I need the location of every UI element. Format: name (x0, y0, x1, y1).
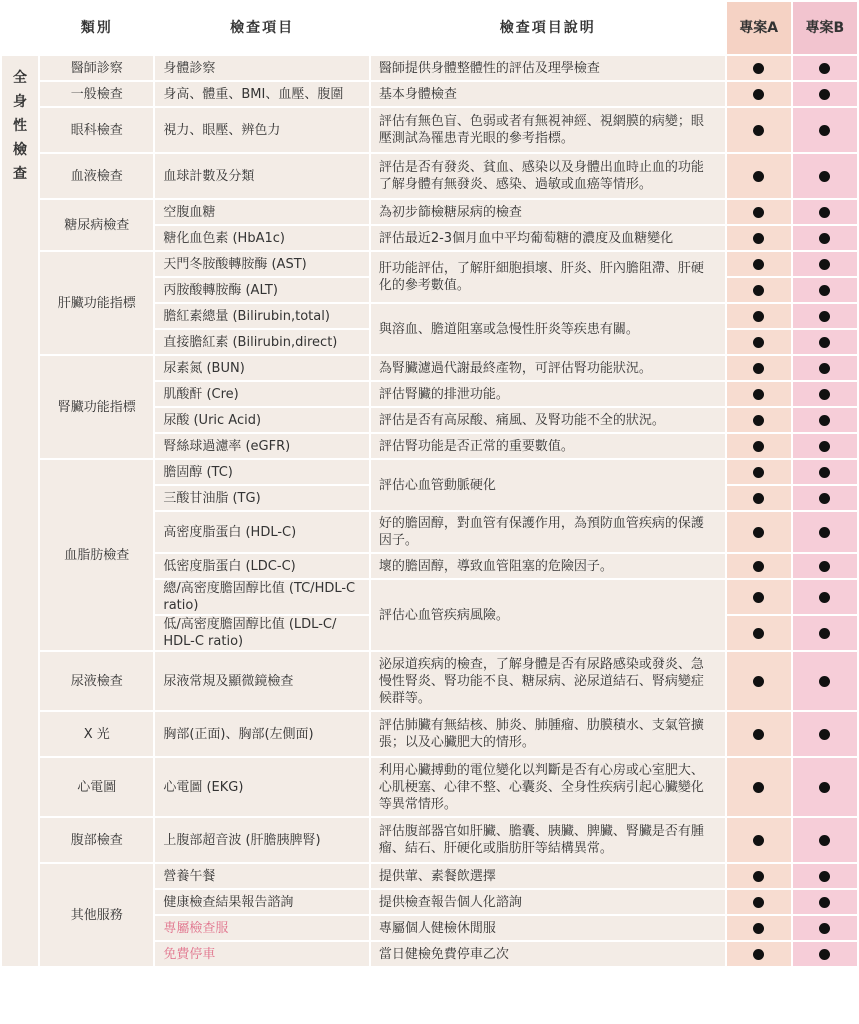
check-dot-icon (819, 729, 830, 740)
check-dot-icon (819, 897, 830, 908)
item-cell: 直接膽紅素 (Bilirubin,direct) (155, 330, 369, 354)
plan-a-check (727, 890, 791, 914)
check-dot-icon (753, 729, 764, 740)
check-dot-icon (753, 561, 764, 572)
item-cell: 低密度脂蛋白 (LDC-C) (155, 554, 369, 578)
description-cell: 當日健檢免費停車乙次 (371, 942, 725, 966)
table-row (2, 56, 857, 80)
plan-b-check (793, 652, 857, 710)
item-cell: 健康檢查結果報告諮詢 (155, 890, 369, 914)
description-cell: 利用心臟搏動的電位變化以判斷是否有心房或心室肥大、心肌梗塞、心律不整、心囊炎、全身性疾病引起心臟變化等異常情形。 (371, 758, 725, 816)
category-cell: 腎臟功能指標 (40, 356, 153, 458)
item-cell: 總/高密度膽固醇比值 (TC/HDL-C ratio) (155, 580, 369, 614)
description-cell: 評估最近2-3個月血中平均葡萄糖的濃度及血糖變化 (371, 226, 725, 250)
plan-a-check (727, 330, 791, 354)
check-dot-icon (819, 527, 830, 538)
description-cell: 評估有無色盲、色弱或者有無視神經、視網膜的病變；眼壓測試為罹患青光眼的參考指標。 (371, 108, 725, 152)
check-dot-icon (819, 415, 830, 426)
check-dot-icon (753, 363, 764, 374)
check-dot-icon (753, 389, 764, 400)
side-label-full-body-check: 全 身 性 檢 查 (2, 56, 38, 966)
category-cell: 尿液檢查 (40, 652, 153, 710)
plan-a-check (727, 200, 791, 224)
plan-a-check (727, 252, 791, 276)
check-dot-icon (819, 363, 830, 374)
plan-a-check (727, 616, 791, 650)
description-cell: 評估是否有發炎、貧血、感染以及身體出血時止血的功能了解身體有無發炎、感染、過敏或血癌等情形。 (371, 154, 725, 198)
plan-a-check (727, 56, 791, 80)
plan-b-check (793, 554, 857, 578)
check-dot-icon (819, 259, 830, 270)
plan-b-check (793, 382, 857, 406)
check-dot-icon (819, 923, 830, 934)
check-dot-icon (819, 871, 830, 882)
check-dot-icon (753, 125, 764, 136)
plan-b-check (793, 304, 857, 328)
check-dot-icon (753, 63, 764, 74)
check-dot-icon (819, 835, 830, 846)
check-dot-icon (753, 527, 764, 538)
category-cell: 心電圖 (40, 758, 153, 816)
category-cell: 血液檢查 (40, 154, 153, 198)
header-category: 類別 (40, 2, 153, 54)
item-cell: 三酸甘油脂 (TG) (155, 486, 369, 510)
plan-b-check (793, 758, 857, 816)
plan-b-check (793, 56, 857, 80)
check-dot-icon (819, 125, 830, 136)
plan-b-check (793, 154, 857, 198)
description-cell: 評估腎臟的排泄功能。 (371, 382, 725, 406)
check-dot-icon (819, 467, 830, 478)
plan-b-check (793, 200, 857, 224)
check-dot-icon (753, 311, 764, 322)
description-cell: 肝功能評估，了解肝細胞損壞、肝炎、肝內膽阻滯、肝硬化的參考數值。 (371, 252, 725, 302)
item-cell: 膽紅素總量 (Bilirubin,total) (155, 304, 369, 328)
table-row (2, 356, 857, 380)
plan-a-check (727, 108, 791, 152)
table-row (2, 154, 857, 198)
check-dot-icon (819, 628, 830, 639)
category-cell: 血脂肪檢查 (40, 460, 153, 650)
plan-a-check (727, 82, 791, 106)
description-cell: 專屬個人健檢休閒服 (371, 916, 725, 940)
table-row (2, 82, 857, 106)
plan-a-check (727, 460, 791, 484)
plan-b-check (793, 890, 857, 914)
check-dot-icon (819, 311, 830, 322)
check-dot-icon (753, 923, 764, 934)
item-cell-highlight: 免費停車 (155, 942, 369, 966)
item-cell: 身高、體重、BMI、血壓、腹圍 (155, 82, 369, 106)
description-cell: 醫師提供身體整體性的評估及理學檢查 (371, 56, 725, 80)
plan-b-check (793, 278, 857, 302)
check-dot-icon (819, 592, 830, 603)
header-description: 檢查項目說明 (371, 2, 725, 54)
plan-b-check (793, 942, 857, 966)
description-cell: 評估心血管動脈硬化 (371, 460, 725, 510)
plan-b-check (793, 712, 857, 756)
category-cell: 眼科檢查 (40, 108, 153, 152)
plan-a-check (727, 382, 791, 406)
plan-a-check (727, 408, 791, 432)
item-cell: 尿酸 (Uric Acid) (155, 408, 369, 432)
plan-b-check (793, 616, 857, 650)
category-cell: 其他服務 (40, 864, 153, 966)
check-dot-icon (753, 835, 764, 846)
item-cell: 空腹血糖 (155, 200, 369, 224)
item-cell: 膽固醇 (TC) (155, 460, 369, 484)
plan-a-check (727, 942, 791, 966)
item-cell: 胸部(正面)、胸部(左側面) (155, 712, 369, 756)
check-dot-icon (819, 233, 830, 244)
item-cell: 腎絲球過濾率 (eGFR) (155, 434, 369, 458)
plan-b-check (793, 512, 857, 552)
plan-b-check (793, 226, 857, 250)
check-dot-icon (753, 871, 764, 882)
description-cell: 基本身體檢查 (371, 82, 725, 106)
check-dot-icon (753, 259, 764, 270)
description-cell: 與溶血、膽道阻塞或急慢性肝炎等疾患有關。 (371, 304, 725, 354)
item-cell: 視力、眼壓、辨色力 (155, 108, 369, 152)
plan-a-check (727, 486, 791, 510)
table-row (2, 864, 857, 888)
plan-a-check (727, 356, 791, 380)
plan-a-check (727, 304, 791, 328)
description-cell: 評估心血管疾病風險。 (371, 580, 725, 650)
description-cell: 為初步篩檢糖尿病的檢查 (371, 200, 725, 224)
check-dot-icon (819, 493, 830, 504)
check-dot-icon (819, 441, 830, 452)
table-row (2, 712, 857, 756)
plan-a-check (727, 712, 791, 756)
item-cell: 肌酸酐 (Cre) (155, 382, 369, 406)
plan-a-check (727, 652, 791, 710)
item-cell: 尿液常規及顯微鏡檢查 (155, 652, 369, 710)
item-cell: 身體診察 (155, 56, 369, 80)
plan-a-check (727, 278, 791, 302)
plan-a-check (727, 434, 791, 458)
description-cell: 評估腎功能是否正常的重要數值。 (371, 434, 725, 458)
description-cell: 評估腹部器官如肝臟、膽囊、胰臟、脾臟、腎臟是否有腫瘤、結石、肝硬化或脂肪肝等結構異常。 (371, 818, 725, 862)
plan-a-check (727, 554, 791, 578)
check-dot-icon (753, 493, 764, 504)
category-cell: 肝臟功能指標 (40, 252, 153, 354)
item-cell: 丙胺酸轉胺酶 (ALT) (155, 278, 369, 302)
check-dot-icon (753, 467, 764, 478)
description-cell: 壞的膽固醇，導致血管阻塞的危險因子。 (371, 554, 725, 578)
item-cell: 營養午餐 (155, 864, 369, 888)
plan-b-check (793, 82, 857, 106)
table-row (2, 200, 857, 224)
plan-b-check (793, 818, 857, 862)
table-row (2, 252, 857, 276)
table-row (2, 460, 857, 484)
plan-b-check (793, 864, 857, 888)
plan-b-check (793, 580, 857, 614)
check-dot-icon (819, 561, 830, 572)
plan-a-check (727, 580, 791, 614)
description-cell: 提供檢查報告個人化諮詢 (371, 890, 725, 914)
plan-b-check (793, 486, 857, 510)
check-dot-icon (753, 949, 764, 960)
check-dot-icon (819, 89, 830, 100)
item-cell: 上腹部超音波 (肝膽胰脾腎) (155, 818, 369, 862)
plan-b-check (793, 916, 857, 940)
header-plan-b: 專案B (793, 2, 857, 54)
check-dot-icon (819, 171, 830, 182)
check-dot-icon (753, 415, 764, 426)
plan-b-check (793, 252, 857, 276)
check-dot-icon (753, 782, 764, 793)
item-cell-highlight: 專屬檢查服 (155, 916, 369, 940)
plan-a-check (727, 512, 791, 552)
plan-a-check (727, 916, 791, 940)
item-cell: 天門冬胺酸轉胺酶 (AST) (155, 252, 369, 276)
item-cell: 糖化血色素 (HbA1c) (155, 226, 369, 250)
plan-a-check (727, 818, 791, 862)
check-dot-icon (819, 63, 830, 74)
check-dot-icon (753, 441, 764, 452)
description-cell: 為腎臟濾過代謝最終產物，可評估腎功能狀況。 (371, 356, 725, 380)
check-dot-icon (819, 782, 830, 793)
description-cell: 提供葷、素餐飲選擇 (371, 864, 725, 888)
check-dot-icon (819, 389, 830, 400)
check-dot-icon (819, 949, 830, 960)
plan-a-check (727, 154, 791, 198)
description-cell: 好的膽固醇，對血管有保護作用，為預防血管疾病的保護因子。 (371, 512, 725, 552)
item-cell: 心電圖 (EKG) (155, 758, 369, 816)
table-row (2, 818, 857, 862)
category-cell: 腹部檢查 (40, 818, 153, 862)
check-dot-icon (753, 628, 764, 639)
check-dot-icon (753, 897, 764, 908)
check-dot-icon (819, 337, 830, 348)
header-blank (2, 2, 38, 54)
table-header-row (2, 2, 857, 54)
check-dot-icon (753, 592, 764, 603)
category-cell: 醫師診察 (40, 56, 153, 80)
table-row (2, 652, 857, 710)
plan-b-check (793, 434, 857, 458)
check-dot-icon (753, 676, 764, 687)
check-dot-icon (753, 337, 764, 348)
check-dot-icon (753, 89, 764, 100)
description-cell: 評估是否有高尿酸、痛風、及腎功能不全的狀況。 (371, 408, 725, 432)
check-dot-icon (753, 285, 764, 296)
check-dot-icon (819, 676, 830, 687)
plan-b-check (793, 408, 857, 432)
description-cell: 泌尿道疾病的檢查，了解身體是否有尿路感染或發炎、急慢性腎炎、腎功能不良、糖尿病、泌尿道結石、腎病變症候群等。 (371, 652, 725, 710)
check-dot-icon (753, 171, 764, 182)
category-cell: X 光 (40, 712, 153, 756)
plan-a-check (727, 758, 791, 816)
plan-a-check (727, 864, 791, 888)
plan-b-check (793, 356, 857, 380)
category-cell: 糖尿病檢查 (40, 200, 153, 250)
check-dot-icon (819, 285, 830, 296)
check-dot-icon (819, 207, 830, 218)
header-plan-a: 專案A (727, 2, 791, 54)
check-dot-icon (753, 233, 764, 244)
table-row (2, 758, 857, 816)
header-item: 檢查項目 (155, 2, 369, 54)
item-cell: 高密度脂蛋白 (HDL-C) (155, 512, 369, 552)
check-dot-icon (753, 207, 764, 218)
plan-b-check (793, 108, 857, 152)
description-cell: 評估肺臟有無結核、肺炎、肺腫瘤、肋膜積水、支氣管擴張；以及心臟肥大的情形。 (371, 712, 725, 756)
category-cell: 一般檢查 (40, 82, 153, 106)
plan-a-check (727, 226, 791, 250)
item-cell: 尿素氮 (BUN) (155, 356, 369, 380)
plan-b-check (793, 330, 857, 354)
plan-b-check (793, 460, 857, 484)
table-row (2, 108, 857, 152)
item-cell: 低/高密度膽固醇比值 (LDL-C/ HDL-C ratio) (155, 616, 369, 650)
item-cell: 血球計數及分類 (155, 154, 369, 198)
